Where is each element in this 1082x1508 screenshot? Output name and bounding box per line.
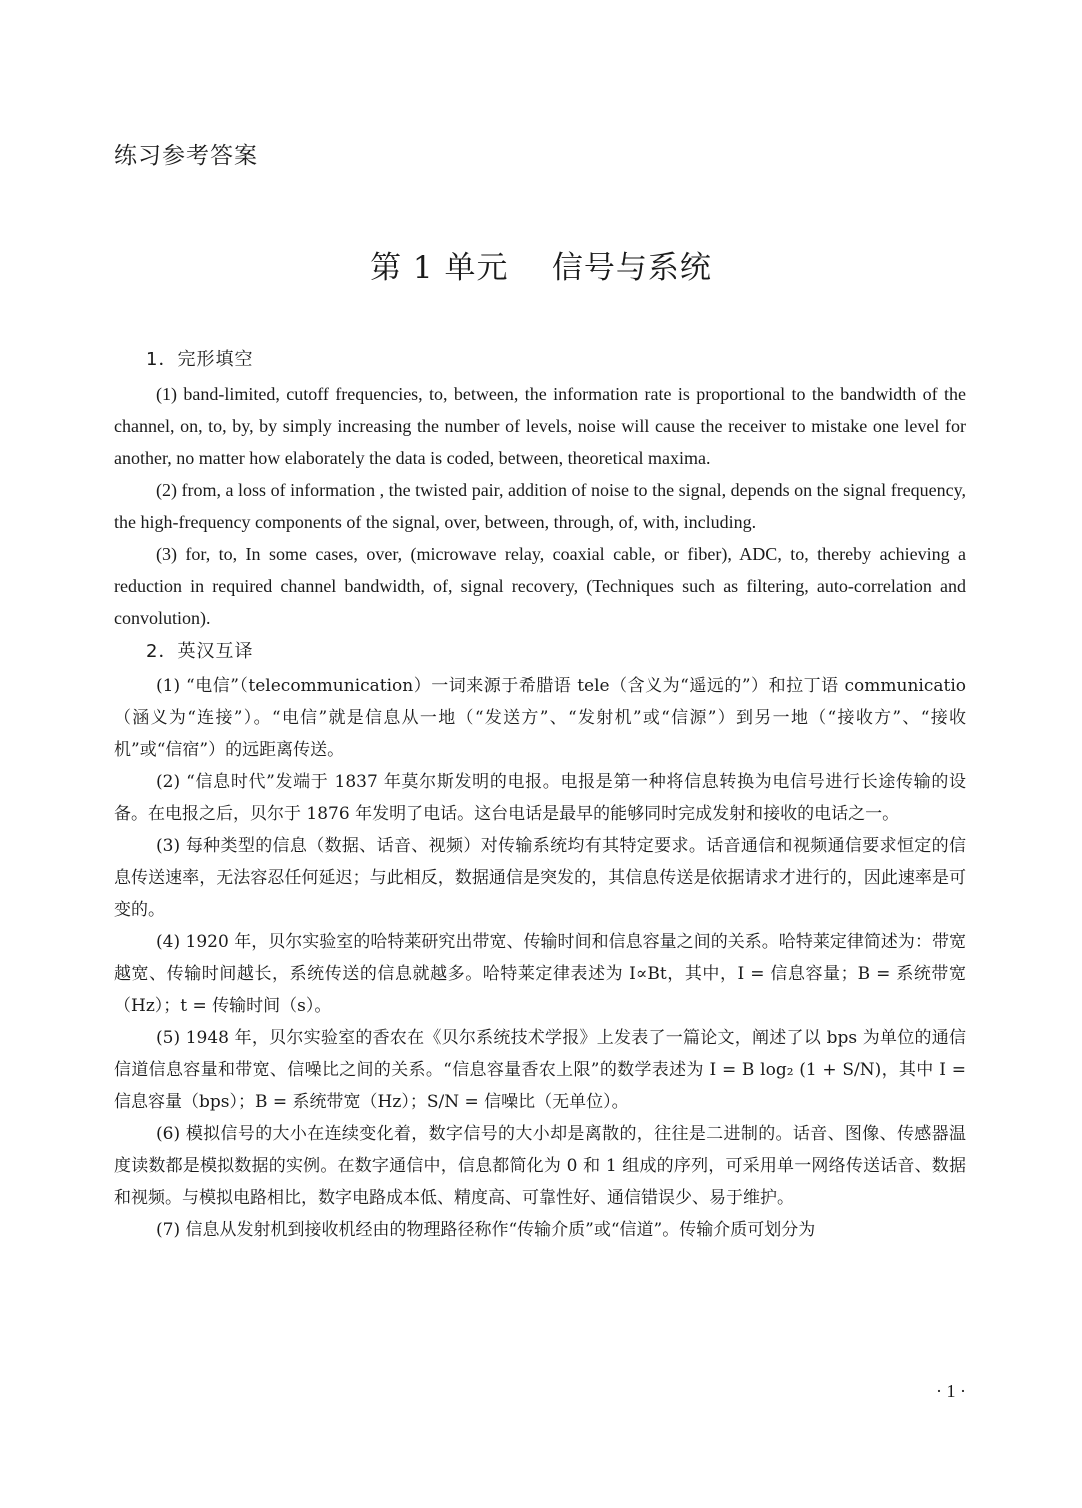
paragraph: (3) 每种类型的信息（数据、话音、视频）对传输系统均有其特定要求。话音通信和视频通信要求恒定的信息传送速率，无法容忍任何延迟；与此相反，数据通信是突发的，其信息传送是依据请求才进行的，因此速率是可变的。	[114, 836, 966, 920]
section-heading-cloze: 1．完形填空	[146, 349, 254, 370]
section-heading-translation: 2．英汉互译	[146, 641, 254, 662]
page-number: · 1 ·	[936, 1381, 966, 1401]
paragraph: (7) 信息从发射机到接收机经由的物理路径称作“传输介质”或“信道”。传输介质可划分为	[156, 1220, 816, 1240]
chapter-title: 第 1 单元 信号与系统	[370, 250, 712, 286]
paragraph: (3) for, to, In some cases, over, (microwave relay, coaxial cable, or fiber), ADC, to, thereby achieving a reduction in required channel bandwidth, of, signal recovery, (Techniques such as filtering, auto-correlation and convolution).	[114, 544, 966, 628]
paragraph: (1) band-limited, cutoff frequencies, to, between, the information rate is proportional to the bandwidth of the channel, on, to, by, by simply increasing the number of levels, noise will cause the receiver to mistake one level for another, no matter how elaborately the data is coded, between, theoretical maxima.	[114, 384, 966, 468]
paragraph: (1) “电信”（telecommunication）一词来源于希腊语 tele（含义为“遥远的”）和拉丁语 communicatio（涵义为“连接”）。“电信”就是信息从一地（“发送方”、“发射机”或“信源”）到另一地（“接收方”、“接收机”或“信宿”）的远距离传送。	[114, 676, 966, 760]
paragraph: (5) 1948 年，贝尔实验室的香农在《贝尔系统技术学报》上发表了一篇论文，阐述了以 bps 为单位的通信信道信息容量和带宽、信噪比之间的关系。“信息容量香农上限”的数学表述为 I = B log₂ (1 + S/N)，其中 I = 信息容量（bps）；B = 系统带宽（Hz）；S/N = 信噪比（无单位）。	[114, 1028, 966, 1112]
paragraph: (6) 模拟信号的大小在连续变化着，数字信号的大小却是离散的，往往是二进制的。话音、图像、传感器温度读数都是模拟数据的实例。在数字通信中，信息都简化为 0 和 1 组成的序列，可采用单一网络传送话音、数据和视频。与模拟电路相比，数字电路成本低、精度高、可靠性好、通信错误少、易于维护。	[114, 1124, 966, 1208]
paragraph: (4) 1920 年，贝尔实验室的哈特莱研究出带宽、传输时间和信息容量之间的关系。哈特莱定律简述为：带宽越宽、传输时间越长，系统传送的信息就越多。哈特莱定律表述为 I∝Bt，其中，I = 信息容量；B = 系统带宽（Hz）；t = 传输时间（s）。	[114, 932, 966, 1016]
page-body	[114, 346, 966, 1246]
paragraph: (2) “信息时代”发端于 1837 年莫尔斯发明的电报。电报是第一种将信息转换为电信号进行长途传输的设备。在电报之后，贝尔于 1876 年发明了电话。这台电话是最早的能够同时完成发射和接收的电话之一。	[114, 772, 966, 824]
running-head: 练习参考答案	[114, 143, 258, 169]
paragraph: (2) from, a loss of information , the twisted pair, addition of noise to the signal, depends on the signal frequency, the high-frequency components of the signal, over, between, through, of, with, including.	[114, 480, 966, 532]
